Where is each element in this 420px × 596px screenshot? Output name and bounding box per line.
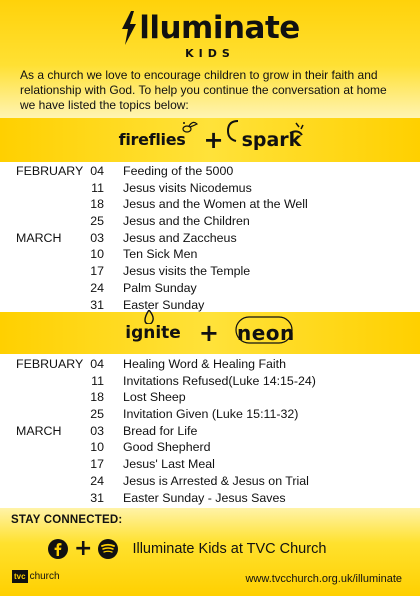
topic-text: Jesus and the Women at the Well: [123, 197, 308, 212]
schedule-row: [0, 373, 420, 390]
flame-icon: [143, 310, 155, 324]
stay-connected-heading: STAY CONNECTED:: [11, 514, 123, 526]
schedule-row: [0, 473, 420, 490]
day-number: 18: [90, 197, 104, 212]
brand-ignite: ignite: [125, 323, 181, 343]
logo: [0, 10, 420, 50]
schedule-row: [0, 490, 420, 507]
spotify-icon[interactable]: [98, 539, 118, 559]
schedule-row: [0, 213, 420, 230]
plus-sign: +: [203, 126, 224, 154]
brand-fireflies: fireflies: [118, 130, 186, 149]
logo-text: lluminate: [139, 10, 300, 46]
intro-text: As a church we love to encourage children to grow in their faith and relationship with God. To help you continue the conversation at home we have listed the topics below:: [20, 68, 387, 112]
month-label: FEBRUARY: [16, 164, 84, 178]
schedule-row: [0, 280, 420, 297]
day-number: 31: [90, 297, 104, 312]
schedule-row: [0, 389, 420, 406]
footer: [0, 508, 420, 596]
day-number: 17: [90, 264, 104, 279]
day-number: 03: [90, 230, 104, 245]
ignite-logo: [125, 323, 181, 343]
topic-text: Jesus and the Children: [123, 214, 250, 229]
plus-sign: +: [74, 536, 93, 561]
schedule-row: [0, 163, 420, 180]
tvc-logo-box: tvc: [14, 572, 26, 581]
topic-text: Bread for Life: [123, 423, 198, 438]
day-number: 04: [90, 357, 104, 371]
tvc-logo-word: church: [29, 571, 60, 582]
group-banner-fireflies-spark: [0, 118, 420, 162]
topic-text: Jesus is Arrested & Jesus on Trial: [123, 473, 309, 488]
schedule-fireflies-spark: [0, 163, 420, 313]
month-label: MARCH: [16, 423, 62, 438]
lightning-bolt-icon: [120, 11, 138, 45]
schedule-row: [0, 230, 420, 247]
day-number: 25: [90, 407, 104, 422]
day-number: 24: [90, 280, 104, 295]
neon-outline-icon: [235, 315, 293, 345]
day-number: 03: [90, 423, 104, 438]
header-banner: [0, 0, 420, 118]
topic-text: Feeding of the 5000: [123, 164, 234, 178]
schedule-row: [0, 180, 420, 197]
fireflies-logo: [119, 130, 186, 150]
topic-text: Palm Sunday: [123, 280, 197, 295]
topic-text: Jesus' Last Meal: [123, 457, 215, 472]
schedule-row: [0, 297, 420, 314]
schedule-ignite-neon: [0, 356, 420, 506]
day-number: 24: [90, 473, 104, 488]
brand-spark: spark: [241, 129, 302, 151]
schedule-row: [0, 356, 420, 373]
day-number: 25: [90, 214, 104, 229]
month-label: MARCH: [16, 230, 62, 245]
topic-text: Ten Sick Men: [123, 247, 198, 262]
day-number: 17: [90, 457, 104, 472]
neon-logo: [237, 321, 295, 345]
schedule-row: [0, 263, 420, 280]
group-banner-ignite-neon: [0, 312, 420, 354]
firefly-icon: [179, 120, 199, 136]
schedule-row: [0, 423, 420, 440]
schedule-row: [0, 439, 420, 456]
topic-text: Good Shepherd: [123, 440, 211, 455]
topic-text: Jesus and Zaccheus: [123, 230, 237, 245]
brand-neon: neon: [236, 321, 295, 345]
schedule-row: [0, 406, 420, 423]
plus-sign: +: [198, 319, 219, 347]
topic-text: Jesus visits Nicodemus: [123, 180, 252, 195]
day-number: 04: [90, 164, 104, 178]
topic-text: Invitation Given (Luke 15:11-32): [123, 407, 299, 422]
schedule-row: [0, 196, 420, 213]
topic-text: Easter Sunday: [123, 297, 205, 312]
day-number: 18: [90, 390, 104, 405]
day-number: 31: [90, 490, 104, 505]
month-label: FEBRUARY: [16, 357, 84, 371]
spark-logo: [242, 129, 302, 151]
topic-text: Easter Sunday - Jesus Saves: [123, 490, 286, 505]
topic-text: Jesus visits the Temple: [123, 264, 251, 279]
website-link[interactable]: www.tvcchurch.org.uk/illuminate: [245, 573, 402, 585]
day-number: 10: [90, 247, 104, 262]
topic-text: Lost Sheep: [123, 390, 186, 405]
social-links: [48, 536, 326, 561]
topic-text: Invitations Refused(Luke 14:15-24): [123, 373, 316, 388]
schedule-row: [0, 456, 420, 473]
day-number: 10: [90, 440, 104, 455]
spark-bulb-icon: [226, 119, 306, 155]
tvc-church-logo: [12, 570, 60, 583]
day-number: 11: [91, 373, 104, 388]
logo-subtitle: KIDS: [185, 47, 235, 60]
facebook-icon[interactable]: [48, 539, 68, 559]
day-number: 11: [91, 180, 104, 195]
topic-text: Healing Word & Healing Faith: [123, 357, 286, 371]
social-label[interactable]: Illuminate Kids at TVC Church: [132, 540, 327, 557]
schedule-row: [0, 246, 420, 263]
